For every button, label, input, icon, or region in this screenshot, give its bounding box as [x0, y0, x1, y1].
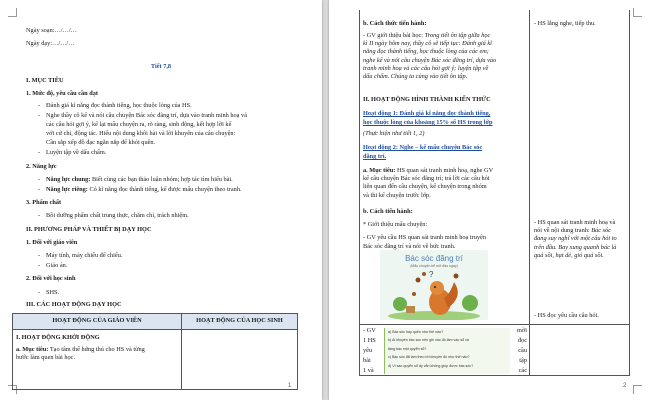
gv-word: 1 và	[363, 367, 374, 374]
page-corner-mark	[633, 8, 642, 17]
objective-item-cont: với cử chỉ, động tác. Hiểu nội dung khôi hài và lời khuyên của câu chuyện:	[46, 130, 236, 137]
equipment-item: SHS.	[46, 289, 60, 296]
table-cell-teacher	[13, 330, 182, 390]
page-number: 2	[623, 383, 627, 389]
quality-item: Bồi dưỡng phẩm chất trung thực, chăm chỉ, trách nhiệm.	[46, 212, 189, 219]
gv-word: bài	[363, 357, 371, 364]
story-intro: * Giới thiệu mẩu chuyện:	[363, 221, 428, 228]
question-item: a) Bác sóc hay quên như thế nào?	[388, 330, 444, 334]
objective-item: Nghe thầy cô kể và nói câu chuyện Bác sóc đãng trí, dựa vào tranh minh hoạ và	[46, 112, 247, 119]
table-border-middle	[529, 10, 530, 375]
intro-line: năng đọc thành tiếng, học thuộc lòng của các em;	[363, 48, 489, 56]
competency-label: Năng lực chung:	[46, 176, 91, 183]
intro-line: dấu chấm. Chúng ta cùng vào tiết ôn tập.	[363, 73, 468, 81]
goal-line: liên quan đến câu chuyện, kể chuyện trong nhóm	[363, 183, 487, 191]
gv-column-right	[511, 326, 527, 376]
method-heading: b. Cách thức tiến hành:	[363, 20, 427, 27]
table-row-divider	[359, 324, 630, 325]
page-corner-mark	[633, 385, 642, 394]
section-heading: III. CÁC HOẠT ĐỘNG DẠY HỌC	[26, 301, 122, 308]
objective-item: Đánh giá kĩ năng đọc thành tiếng, học thuộc lòng của HS.	[46, 102, 192, 109]
goal-text: Tạo tâm thế hứng thú cho HS và từng	[49, 346, 145, 354]
equipment-item: Máy tính, máy chiếu để chiếu.	[46, 252, 123, 259]
subsection-heading: 2. Năng lực	[26, 163, 57, 170]
intro-text: - GV giới thiệu bài học:	[363, 32, 424, 39]
observation-line: trên đầu. Bay xung quanh bác là	[534, 243, 617, 251]
observation-line: - HS quan sát tranh minh hoạ và	[534, 219, 616, 226]
gv-word: mời	[517, 327, 527, 334]
page-number: 1	[288, 383, 292, 389]
gv-word: đọc	[517, 337, 527, 344]
gv-word: 1 HS	[363, 337, 376, 344]
competency-label: Năng lực riêng:	[46, 186, 88, 193]
intro-line: tranh minh hoạ và các câu hỏi gợi ý; luyện tập về	[363, 64, 489, 72]
equipment-item: Giáo án.	[46, 262, 68, 269]
table-border-left	[359, 10, 360, 375]
goal-line: và thi kể chuyện trước lớp.	[363, 191, 431, 199]
illustration-title: Bác sóc đãng trí	[405, 254, 463, 263]
table-border-right	[629, 10, 630, 375]
question-box	[384, 328, 510, 374]
date-taught: Ngày dạy:…/…/…	[26, 40, 75, 47]
competency-item	[46, 176, 233, 184]
lesson-title: Tiết 7,8	[150, 63, 172, 70]
observation-text: nói về nội dung tranh:	[534, 227, 590, 235]
observation-italic: Bác sóc	[591, 227, 611, 235]
gv-word: tập	[519, 357, 527, 364]
intro-line: nghe kể và nói câu chuyện Bác sóc đãng trí, dựa vào	[363, 56, 497, 64]
competency-item	[46, 186, 242, 194]
student-observation	[534, 219, 627, 260]
subsection-heading: 1. Mức độ, yêu cầu cần đạt	[26, 90, 98, 97]
table-cell-student	[182, 330, 298, 390]
gv-word: các	[518, 367, 527, 374]
document-page-2	[329, 0, 650, 400]
question-item: d) Vì sao quyển sổ ấy vẫn không giúp được bác sóc?	[388, 363, 474, 368]
story-illustration	[380, 250, 488, 320]
subsection-heading: 2. Đối với học sinh	[26, 275, 76, 282]
activity-title: Hoạt động 2: Nghe – kể mẩu chuyện Bác sóc	[363, 144, 483, 151]
lesson-intro	[363, 32, 527, 81]
svg-text:?: ?	[429, 270, 434, 279]
table-header-student: HOẠT ĐỘNG CỦA HỌC SINH	[182, 314, 298, 330]
observation-line: quả sồi, hạt dẻ, giỏ quả sồi.	[534, 251, 604, 259]
story-instruction: - GV yêu cầu HS quan sát tranh minh hoạ truyện	[363, 234, 486, 241]
question-item: b) Ai khuyên bác sóc nên ghi vào đồ làm vào sổ và	[388, 338, 469, 343]
goal-text-cont: bước làm quen bài học.	[16, 354, 76, 362]
subsection-heading: 3. Phẩm chất	[26, 199, 62, 206]
page-corner-mark	[8, 8, 17, 17]
goal-label: a. Mục tiêu:	[16, 346, 49, 354]
question-item: tặng bác một quyển sổ?	[388, 346, 427, 351]
date-prepared: Ngày soạn:…/…/…	[26, 27, 77, 34]
activity-title: Hoạt động 1: Đánh giá kĩ năng đọc thành tiếng,	[363, 110, 491, 117]
activity-title-cont: đãng trí.	[363, 153, 387, 160]
gv-word: cầu	[518, 347, 527, 354]
gv-column	[363, 326, 376, 376]
method-heading: b. Cách tiến hành:	[363, 208, 413, 215]
activity-title-cont: học thuộc lòng của khoảng 15% số HS trong lớp	[363, 119, 493, 126]
student-response: - HS đọc yêu cầu câu hỏi.	[534, 312, 599, 319]
goal-line: kể câu chuyện Bác sóc đãng trí; trả lời các câu hỏi	[363, 175, 490, 183]
objective-item: Luyện tập về dấu chấm.	[46, 149, 107, 156]
objective-item-cont: Cần sắp xếp đồ đạc ngăn nắp để khỏi quên.	[46, 139, 156, 146]
illustration-subtitle: (Mẩu chuyện kể mở đầu ngày)	[410, 264, 458, 268]
section-heading: II. PHƯƠNG PHÁP VÀ THIẾT BỊ DẠY HỌC	[26, 226, 152, 233]
gv-word: yêu	[363, 347, 373, 354]
table-border-bottom	[359, 375, 630, 376]
competency-text: Biết cùng các bạn thảo luận nhóm; hợp tác tìm hiểu bài.	[91, 176, 233, 183]
goal-label: a. Mục tiêu:	[363, 167, 396, 174]
activity-heading: I. HOẠT ĐỘNG KHỞI ĐỘNG	[16, 334, 100, 341]
story-instruction-cont: Bác sóc đãng trí và nói về bức tranh.	[363, 243, 456, 250]
student-response: - HS lắng nghe, tiếp thu.	[534, 20, 596, 27]
objective-item-cont: các câu hỏi gợi ý, kể lại mẩu chuyện ra, rõ ràng, sinh động, kết hợp lời kể	[46, 121, 232, 128]
squirrel-illustration	[380, 268, 488, 320]
section-heading: I. MỤC TIÊU	[26, 77, 64, 84]
question-item: c) Bác sóc đã làm theo lời khuyên đó như thế nào?	[388, 355, 470, 360]
table-header-teacher: HOẠT ĐỘNG CỦA GIÁO VIÊN	[13, 314, 182, 330]
section-heading: II. HOẠT ĐỘNG HÌNH THÀNH KIẾN THỨC	[363, 96, 491, 103]
goal-text: HS quan sát tranh minh hoạ, nghe GV	[396, 167, 494, 174]
intro-line: kì II ngày hôm nay, thầy cô sẽ tiếp tục: Đánh giá kĩ	[363, 40, 492, 48]
activity-note: (Thực hiện như tiết 1, 2)	[363, 130, 425, 137]
competency-text: Có kĩ năng đọc thành tiếng, kể được mẩu chuyện theo tranh.	[89, 186, 242, 193]
document-page-1: Ngày soạn:…/…/… Ngày dạy:…/…/… Tiết 7,8 I. MỤC TIÊU 1. Mức độ, yêu cầu cần đạt - Đánh giá kĩ năng đọc thành tiếng, học thuộc lòng của HS. - Nghe thầy cô kể và nói câu chuyện Bác sóc đãng trí, dựa vào tranh minh hoạ và các câu hỏi gợi ý, kể lại mẩu chuyện ra, rõ ràng, sinh động, kết hợp lời kể với cử chỉ, động tác. Hiểu nội dung khôi hài và lời khuyên của câu chuyện: Cần sắp xếp đồ đạc ngăn nắp để khỏi quên. - Luyện tập về dấu chấm. 2. Năng lực - Năng lực chung: Biết cùng các bạn thảo luận nhóm; hợp tác tìm hiểu bài. - Năng lực riêng: Có kĩ năng đọc thành tiếng, kể được mẩu chuyện theo tranh. 3. Phẩm chất - Bồi dưỡng phẩm chất trung thực, chăm chỉ, trách nhiệm. II. PHƯƠNG PHÁP VÀ THIẾT BỊ DẠY HỌC 1. Đối với giáo viên - Máy tính, máy chiếu để chiếu. - Giáo án. 2. Đối với học sinh - SHS. III. CÁC HOẠT ĐỘNG DẠY HỌC HOẠT ĐỘNG CỦA GIÁO VIÊN HOẠT ĐỘNG CỦA HỌC SINH I. HOẠT ĐỘNG KHỞI ĐỘNG a. Mục tiêu: Tạo tâm thế hứng thú cho HS và từng bước làm quen bài học. 1	[0, 0, 322, 400]
subsection-heading: 1. Đối với giáo viên	[26, 239, 78, 246]
activity-table	[12, 313, 298, 390]
observation-line: đang suy nghĩ với một câu hỏi to	[534, 235, 617, 243]
intro-text-italic: Trong tiết ôn tập giữa học	[424, 32, 491, 39]
gv-word: - GV	[363, 327, 376, 334]
activity-goal	[16, 346, 178, 354]
activity-goal	[363, 167, 527, 200]
